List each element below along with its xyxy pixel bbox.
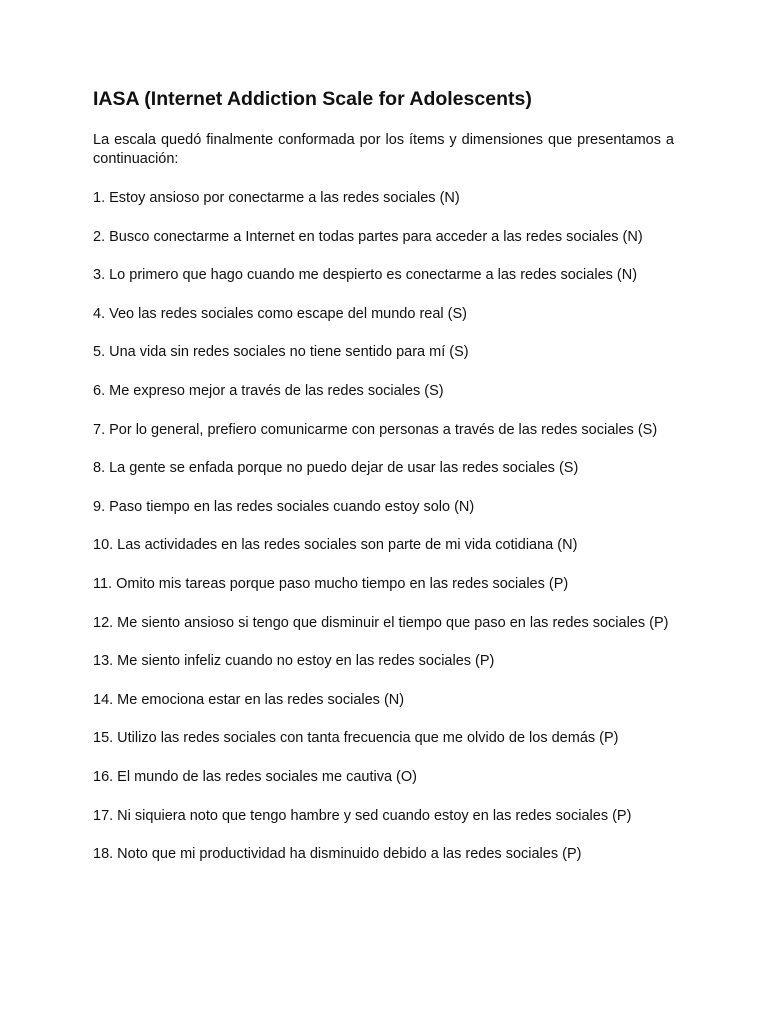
scale-item: 4. Veo las redes sociales como escape del mundo real (S) — [93, 305, 467, 322]
scale-item: 3. Lo primero que hago cuando me despierto es conectarme a las redes sociales (N) — [93, 267, 638, 284]
scale-item: 16. El mundo de las redes sociales me cautiva (O) — [93, 768, 417, 785]
intro-paragraph: La escala quedó finalmente conformada por los ítems y dimensiones que presentamos a continuación: — [93, 132, 674, 167]
scale-item: 13. Me siento infeliz cuando no estoy en las redes sociales (P) — [93, 653, 495, 670]
scale-item: 12. Me siento ansioso si tengo que disminuir el tiempo que paso en las redes sociales (P) — [93, 614, 669, 631]
scale-item: 15. Utilizo las redes sociales con tanta frecuencia que me olvido de los demás (P) — [93, 730, 619, 747]
scale-item: 11. Omito mis tareas porque paso mucho tiempo en las redes sociales (P) — [93, 575, 569, 592]
scale-item: 7. Por lo general, prefiero comunicarme con personas a través de las redes sociales (S) — [93, 421, 658, 438]
scale-item: 17. Ni siquiera noto que tengo hambre y sed cuando estoy en las redes sociales (P) — [93, 807, 632, 824]
scale-item: 10. Las actividades en las redes sociales son parte de mi vida cotidiana (N) — [93, 537, 578, 554]
scale-item: 8. La gente se enfada porque no puedo dejar de usar las redes sociales (S) — [93, 460, 579, 477]
document-title: IASA (Internet Addiction Scale for Adolescents) — [93, 88, 532, 110]
scale-item: 9. Paso tiempo en las redes sociales cuando estoy solo (N) — [93, 498, 475, 515]
scale-item: 18. Noto que mi productividad ha disminuido debido a las redes sociales (P) — [93, 846, 582, 863]
scale-item: 2. Busco conectarme a Internet en todas partes para acceder a las redes sociales (N) — [93, 228, 643, 245]
scale-item: 14. Me emociona estar en las redes sociales (N) — [93, 691, 405, 708]
scale-items-list — [93, 189, 674, 884]
scale-item: 5. Una vida sin redes sociales no tiene sentido para mí (S) — [93, 344, 469, 361]
scale-item: 1. Estoy ansioso por conectarme a las redes sociales (N) — [93, 190, 460, 206]
scale-item: 6. Me expreso mejor a través de las redes sociales (S) — [93, 382, 444, 399]
